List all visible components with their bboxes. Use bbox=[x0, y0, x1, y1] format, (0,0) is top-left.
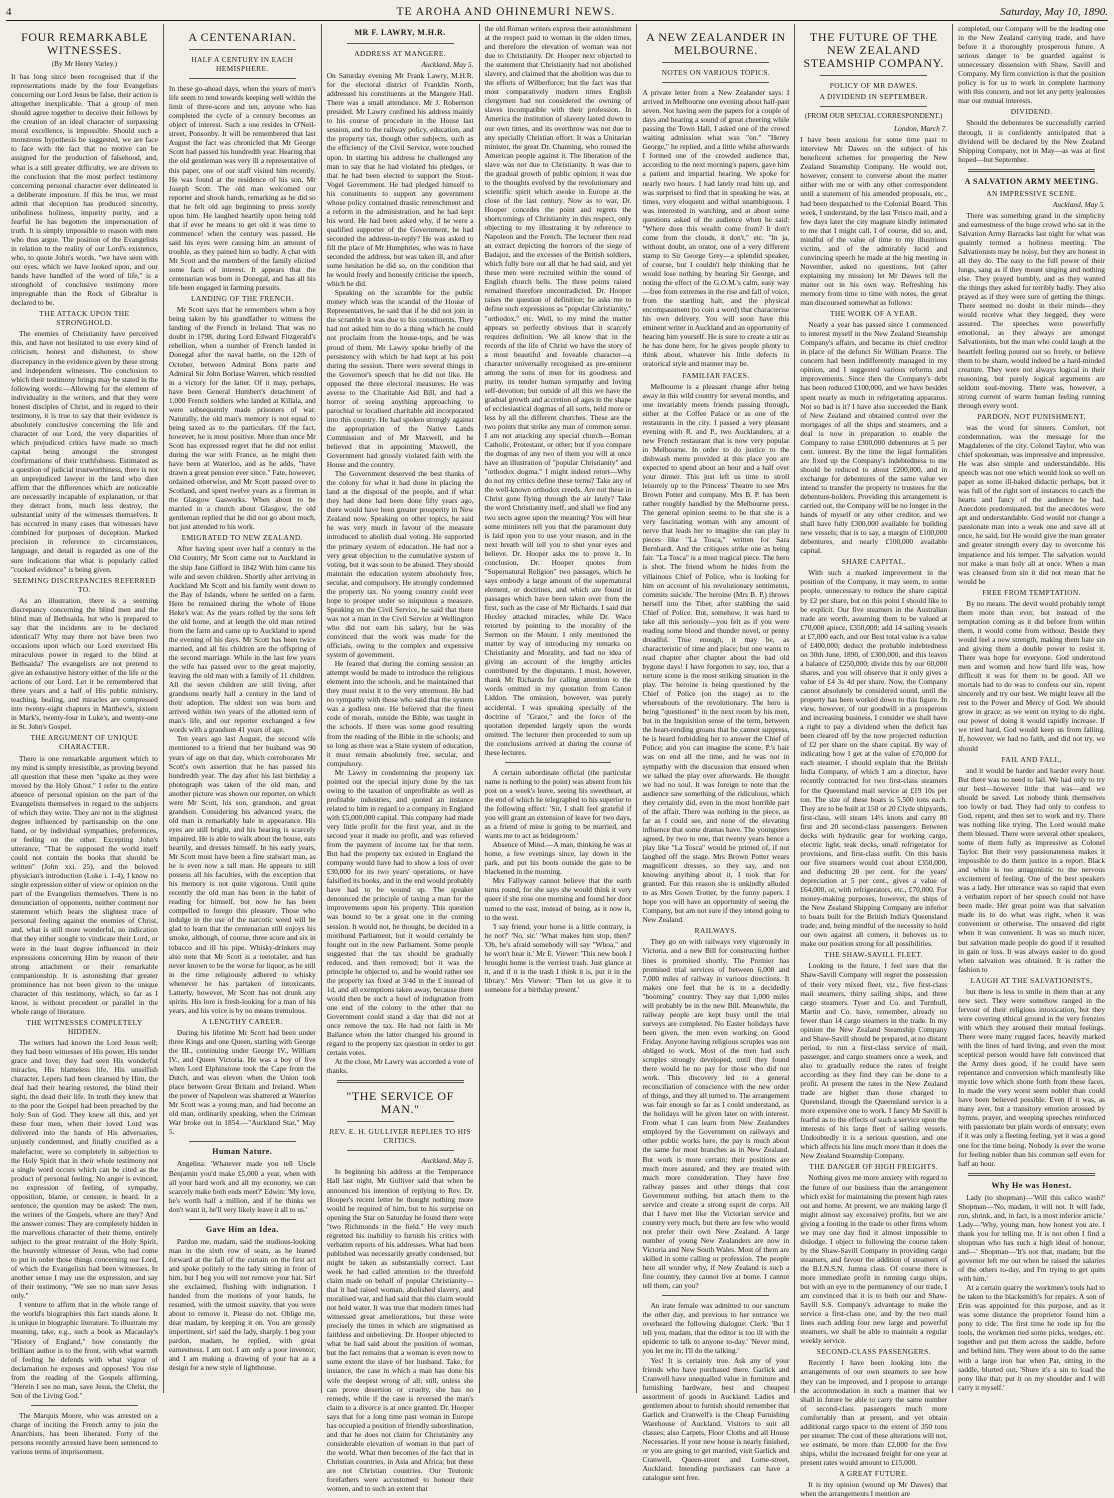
article-title: FOUR REMARKABLE WITNESSES. bbox=[21, 30, 148, 57]
column-1 bbox=[6, 24, 164, 1457]
article-subtitle: REV. E. H. GULLIVER REPLIES TO HIS CRITICS. bbox=[329, 1127, 471, 1146]
section-heading: SEEMING DISCREPANCIES REFERRED TO. bbox=[13, 575, 156, 594]
divider bbox=[189, 1219, 296, 1220]
article-paragraph: There was something grand in the simplicity and earnestness of the huge crowd who sat in the Salvation Army Barracks last night for what was quaintly termed a holiness meeting. The Salvationists may be noisy, but they are honest in all they do. The easy to the full power of their lungs, sang as if they meant singing and nothing else. They prayed humbly, and as they wanted the things they asked for terribly badly. They also prayed as if they were sure of getting the things. There seemed no doubt in their minds—they would receive what they begged, they were assured. The speeches were powerfully emotional, as they always are amongst Salvationists, but the man who could laugh at the heartfelt feeling poured out so freely, or believe them to be sham, would indeed be a hard-minded creature. They were not always logical in their reasoning, but purely logical arguments are seldom soul-moving. There was, however, a strong current of warm human feeling running through every word. bbox=[958, 210, 1106, 410]
article-paragraph: was the word for sinners. Comfort, not condemnation, was the message for the Magdalenes of the city. Colonel Taylor, who was chief spokesman, was impressive and impressive. He was also simple and understandable. His speech was not one which would look so well on paper as some ill-baked didactic perhaps, but it was full of the right sort of instances to catch the hearts and fancy of the audience he had. Anecdote predominated, but the anecdotes were apt and understandable. God would not change a passionate man into a weak one and save all at once, he said, but He would give the man greater and greater strength every day to overcome his impatience and his temper. The salvation would not make a man holy all at once. When a man was cleansed from sin it did not mean that he would be bbox=[958, 422, 1106, 586]
section-heading: EMIGRATED TO NEW ZEALAND. bbox=[181, 533, 303, 543]
article-paragraph: As an illustration, there is a seeming discrepancy concerning the blind men and the blind man of Bethsaida, but who is prepared to say that the incidents are to be declared identical? Why may there not have been two occasions upon which our Lord exercised His miraculous power in regard to the blind at Bethsaida? The evangelists are not pretend to give an exhaustive history either of the life or the actions of our Lord. Let it be remembered that three years and a half of His public ministry, teaching, healing, and miracles are compressed into twenty-eight chapters in Matthew's, sixteen in Mark's, twenty-four in Luke's, and twenty-one in St. John's Gospel. bbox=[11, 595, 158, 732]
column-3 bbox=[322, 24, 480, 1494]
divider bbox=[505, 762, 612, 763]
article-subtitle: NOTES ON VARIOUS TOPICS. bbox=[661, 68, 771, 77]
article-paragraph: At the close, Mr Lawry was accorded a vote of thanks. bbox=[326, 1057, 474, 1076]
article-paragraph: Recently I have been looking into the arrangements of our own steamers to see how they can be improved, and I propose to arrange the accommodation in such a manner that we shall in future be able to carry the same number of second-class passengers much more comfortably than at present, and yet obtain additional cargo space to the extent of 350 tons per steamer. The cost of these alterations will not, we estimate, be more than £2,000 for the five ships, whilst the increased freight for one year at present rates would amount to £15,000. bbox=[800, 1358, 948, 1467]
article-paragraph: and it would be harder and harder every hour. But there was no need to fail. We had only to try our best—however little that was—and we should be saved. Let nobody think themselves too lowly or bad. They had only to confess to God, repent, and then set to work and try. There was nothing like trying. The Lord would make them blessed. There were several other speakers, some of them fully as impressive as Colonel Taylor. But their very passionateness makes it impossible to do them justice in a report. Black and white is too antagonistic to the nervous excitement of feeling. One of the best speakers was a lady. Her utterance was so rapid that even a verbatim report of her speech could not have been made. Her great point was that salvation made its to do what was right, when it was convenient or otherwise. The unsaved did right when it was convenient. It was so much nicer, but salvation made people do good if it resulted in gain or loss. It was always easier to do good when salvation was obtained. It is rather the fashion to bbox=[958, 765, 1106, 974]
article-paragraph: Speaking on the scramble for the public money which was the scandal of the House of Representatives, he said that if he did not join in the scramble it was due to his constituents. They had not asked him to do a thing which he could not proclaim from the house-tops, and he was proud of them. Mr Lawry spoke briefly of the persistency with which he had kept at his post during the session. There were several things in the Governor's speech that he did not like. He opposed the three electoral measures. He was averse to the Charitable Aid Bill, and had a horror of seeing anything approaching to parochial or localised charitable aid incorporated into this country. He had spoken strongly against the appropriation of the Native Lands Commission and of Mr Maxwell, and he believed that in appointing Maxwell, the Government had grossly violated faith with the House and the country. bbox=[326, 288, 474, 470]
divider bbox=[347, 1150, 454, 1151]
correspondent-line: (FROM OUR SPECIAL CORRESPONDENT.) bbox=[805, 112, 943, 121]
article-paragraph: At a certain quarry the workmen's tools had to be taken to the blacksmith's for repairs. A son of Erin was appointed for this purpose, and as it was some distance the proprietor found him a pony to ride. The first time he rode up for the tools, the workmen tied some picks, wedges, etc. together and put them across the saddle, before and behind him. They were about to do the same with a large iron bar when Pat, sitting in the saddle, blurted out, 'Shure it's a sin to load the pony like that; put it on my shoulder and I will carry it myself.' bbox=[958, 1283, 1106, 1392]
article-paragraph: Looking to the future, I feel sure that the Shaw-Savill Company will regret the possession of their very mixed fleet, viz., five first-class mail steamers, thirty sailing ships, and three cargo steamers. Tyser and Co. and Turnbull, Martin and Co. have, remember, already no fewer than 14 cargo steamers in the trade. In my opinion the New Zealand Steamship Company and Shaw-Savill should be prepared, at no distant period, to run a first-class service of mail, passenger, and cargo steamers once a week, and also to gradually reduce the rates of freight according as they find they can be done to a profit. At present the rates in the New Zealand trade are higher than those charged to Queensland, though the Queensland service is a more expensive one to work. I fancy Mr Savill is fearful as to the effects of such a service upon the interests of his large fleet of sailing vessels. Undoubtedly it is a serious question, and one which affects his line much more than it does the New Zealand Steamship Company. bbox=[800, 961, 948, 1161]
divider bbox=[189, 1141, 296, 1142]
article-title: Gave Him an Idea. bbox=[205, 1224, 279, 1234]
article-title: Why He was Honest. bbox=[991, 1180, 1072, 1190]
article-paragraph: Pardon me, madam, said the studious-looking man in the sixth row of seats, as he leaned forward at the fall of the curtain on the first act and spoke politely to the lady sitting in front of him, but I beg you will not remove your hat. Sir! she exclaimed, flushing with indignation. I handed from the motions of your hands, he resumed, with the utmost suavity, that you were about to remove it. Please do not. Oblige me, dear madam, by keeping it on. You are grossly impertinent, sir! said the lady, sharply. I beg your pardon, madam, he replied, with great earnestness. I am not. I am only a poor inventor, and I am making a drawing of your hat as a design for a new style of lighthouse. bbox=[168, 1236, 316, 1373]
divider bbox=[189, 78, 296, 79]
article-title: THE FUTURE OF THE NEW ZEALAND STEAMSHIP COMPANY. bbox=[803, 30, 944, 70]
article-paragraph: Ten years ago last August, the second wife mentioned to a friend that her husband was 90 years of age on that day, which corroborates Mr Scott's own assertion that he has passed his hundredth year. The day after his last birthday a photograph was taken of the old man, and another picture was shown our reporter, on which were Mr Scott, his son, grandson, and great grandson. Considering his advanced years, the old man is remarkably hale in appearance. His eyes are still bright, and his hearing is scarcely impaired. He is able to walk about the house, eats heartily, and dresses himself. In his early years, Mr Scott must have been a fine stalwart man, as he is even now a tall man. He appears to still possess all his faculties, with the exception that his memory is not quite vigorous. Until quite recently the old man has been in the habit of reading for himself, but now he has been compelled to forego this pleasure. Those who indulge in the use of the narcotic weed will be glad to learn that the centenarian still enjoys his smoke, although, of course, three score and six in tobacco and ill his pipe. Whisky-drinkers may also note that Mr Scott is a teetotaler, and has never known to be the worse for liquor, as he still in the time religiously adhered to whisky whenever he has partaken of intoxicants. Latterly, however, Mr Scott has not drunk any spirits. His lore is fresh-looking for a man of his years, and his voice is by no means tremulous. bbox=[168, 734, 316, 1015]
article-paragraph: Mr Lawry in condemning the property tax pointed out the special injury done by the tax owing to the taxation of unprofitable as well as profitable industries, and quoted an instance related to him in regard to a company in England with £5,000,000 capital. This company had made very little profit for the first year, and in the second year it made no profit, and was relieved from the payment of income tax for that term. But had the property tax existed in England the company would have had to show a loss of over £30,000 for its two years' operations, or have falsified its books, and in the end would probably have had to be wound up. The speaker denounced the principle of taxing a man for the improvements upon his property. This question was bound to be a great one in the coming session. It would not, he thought, be decided in a moribund Parliament, but it would certainly be fought out in the new Parliament. Some people suggested that the tax should be gradually reduced, and then removed; but it was the principle he objected to, and he would rather see the property tax fixed at 3/4d in the £ instead of 1d, and all exemptions taken away, because there would then be such a howl of indignation from one end of the colony to the other that no Government could stand a day that did not at once remove the tax. He had not faith in Mr Ballance when the latter changed his ground in regard to the property tax question in order to get certain votes. bbox=[326, 767, 474, 1058]
divider bbox=[968, 169, 1095, 172]
article-subtitle: POLICY OF MR DAWES. bbox=[829, 81, 918, 90]
article-paragraph: They go on with railways very vigorously in Victoria, and a new Bill for constructing further lines is promised shortly. The Premier has promised trial services of between 6,000 and 7,000 miles of railway in various directions. It makes one feel that he is in a decidedly "booming" country. They say that 1,000 miles will probably be in the new Bill. Meanwhile, the railway people are kept busy until the trial surveys are completed. No Easter holidays have been given, the men even working on Good Friday. Anyone having religious scruples was not obliged to work. Most of the men had such scruples strongly developed, until they found there would be no pay for those who did not work. This discovery led to a general reconciliation of conscience with the new order of things, and they all turned to. The arrangement was fair enough so far as I could understand, as the holidays will be given later on with interest. From what I can learn from New Zealanders employed by the Government on railways and other public works here, the pay is much about the same for most branches as in New Zealand. But work is more certain; their positions are much more assured, and they are treated with much more consideration. They have free railway passes and other things that cost Government nothing, but attach them to the service and create a strong esprit de corps. All that I have met like the Victorian service and country very much, but there are few who would not prefer their own New Zealand. A large number of young New Zealanders are now in Victoria and New South Wales. Most of them are skilled in some calling or profession. The people here all wonder why, if New Zealand is such a fine country, they cannot live at home. I cannot tell them, can you? bbox=[642, 937, 790, 1291]
news-item: 'I say friend, your horse is a little contrary, is he not?' 'No, sir.' 'What makes him stop, then?' 'Oh, he's afraid somebody will say "Whoa," and he won't hear it.' Mr E. Viewer: 'This new book I brought home is the verriest trash. Just glance at it, and if it is the trash I think it is, put it in the library.' Mrs Viewer: 'Then let us give it to someone for a birthday present.' bbox=[484, 921, 632, 994]
article-paragraph: He feared that during the coming session an attempt would be made to introduce the religious element into the schools, and he maintained that they must resist it to the very uttermost. He had no sympathy with those who said that the system was a godless one. He believed that the finest code of morals, outside the Bible, was taught in the schools. If there was some good resulting from the reading of the Bible in the schools; and so long as there was a State system of education, it must remain absolutely free, secular, and compulsory. bbox=[326, 659, 474, 768]
divider bbox=[820, 106, 927, 107]
article-paragraph: I have been anxious for some time past to interview Mr Dawes on the subject of his beneficent schemes for prospering the New Zealand Steamship Company. He would not, however, consent to converse about the matter either with me or with any other correspondent until a statement of his amended proposals, etc., had been despatched to the Colonial Board. This week, I understand, by the last 'Frisco mail, and a few days later the city magnate kindly intimated to me that I might call. I of course, did so, and, mindful of the value of time to my illustrious victim, and of the admirably lucid and convincing speech he made at the big meeting in November, asked no questions, but (after explaining my mission) let Mr Dawes tell the matter out in his own way. Refreshing his memory from time to time with notes, the great man discoursed somewhat as follows: bbox=[800, 135, 948, 308]
news-item: An irate female was admitted to our sanctum the other day, and previous to her entrance we overheard the following dialogue: Clerk: 'But I tell you, madam, that the editor is too ill with the epidemic to talk to anyone to-day.' 'Never mind, you let me in; I'll do the talking.' bbox=[642, 1301, 790, 1356]
news-item: Absence of Mind.—A man, thinking he was at home, a few evenings since, lay down in the park, and put his boots outside the gate to be blackened in the morning. bbox=[484, 840, 632, 877]
article-subtitle: A DIVIDEND IN SEPTEMBER. bbox=[819, 92, 928, 102]
article-subtitle: ADDRESS AT MANGERE. bbox=[354, 49, 447, 58]
news-item: Mrs Fallyway cannot believe that the earth turns round, for she says she would think it very queer if she rose one morning and found her door turned to the east, instead of being, as it now is, to the west. bbox=[484, 876, 632, 922]
article-paragraph: The Government deserved the best thanks of the colony for what it had done in placing the land at the disposal of the people, and if what they had done had been done fifty years ago, there would have been greater prosperity in New Zealand now. Speaking on other topics, he said he was very much in favour of the measure introduced to abolish dual voting. He supported the primary system of education. He had not a very great objection to the cumulative system of voting, but it was soon to be abused. They should maintain the education system absolutely free, secular, and compulsory. He strongly condemned the property tax. No young country could ever hope to prosper under so iniquitous a measure. Speaking on the Civil Service, he said that there was not a man in the Civil Service at Wellington who did not earn his salary, but he was convinced that the work was made for the officials, owing to the complex and expensive system of government. bbox=[326, 469, 474, 660]
divider bbox=[662, 82, 769, 83]
news-item: The Marquis Moore, who was arrested on a charge of inciting the French army to join the Anarchists, has been liberated. Forty of the persons recently arrested have been sentenced to various terms of imprisonment. bbox=[11, 1410, 158, 1457]
article-title: A CENTENARIAN. bbox=[188, 30, 297, 44]
section-heading: THE ARGUMENT OF UNIQUE CHARACTER. bbox=[30, 733, 139, 752]
article-paragraph: On Saturday evening Mr Frank Lawry, M.H.R. for the electoral district of Franklin North, addressed his constituents at the Mangere Hall. There was a small attendance. Mr J. Robertson presided. Mr Lawry confined his address mainly to his course of procedure in the House last session, and to the railway policy, education, and the property tax, though other subjects, such as the efficiency of the Civil Service, were touched upon. In starting his address he challenged any man to say that he had violated his pledges, or that he had been elected to support the Stout-Vogel Government. He had pledged himself to his constituents to support any government whose policy contained drastic retrenchment and a reform in the administration, and he had kept his word. He had been asked why, if he were a qualified supporter of the Government, he had seconded the address-in-reply? He was asked to fill the place of Mr Humphries, who was to have seconded the address, but was taken ill, and after some hesitation he did so, on the condition that he would freely and honestly criticise the speech, which he did. bbox=[326, 71, 474, 289]
article-title: Human Nature. bbox=[212, 1147, 273, 1157]
article-paragraph: completed, our Company will be the leading one in the New Zealand carrying trade, and have before it a thoroughly prosperous future. A serious danger to be guarded against is unnecessary dissension with Shaw, Savill and Company. My firm conviction is that the position policy is for us to work in complete harmony with this concern, and not let any petty jealousies mar our mutual interests. bbox=[958, 24, 1106, 106]
article-paragraph: In these go-ahead days, when the years of men's life seem to tend towards keeping well within the limit of three-score and ten, anyone who has completed the cycle of a century becomes an object of interest. Such a one resides in O'Neil-street, Ponsonby. It will be remembered that last August the fact was chronicled that Mr George Scott had passed his hundredth year. Hearing that the old gentleman was very ill a representative of this paper, one of our staff visited him recently. He was found at the residence of his son, Mr Joseph Scott. The old man welcomed our reporter and shook hands, remarking as he did so that he felt old age beginning to press sorely upon him. He laughed heartily upon being told that if ever he means to get old it was time to commence! when the century was passed. He said his eyes were causing him an amount of trouble, as they pained him so badly. A chat with Mr Scott and the members of the family elicited some facts of interest. It appears that the centenarian was born in Donegal, and has all his life been engaged in farming pursuits. bbox=[168, 84, 316, 293]
article-title: "THE SERVICE OF MAN." bbox=[346, 1089, 454, 1117]
article-paragraph: A private letter from a New Zealander says: I arrived in Melbourne one evening about half-past seven. Not having seen the papers for a couple of days and hearing a sound of great cheering while passing the Town Hall, I asked one of the crowd waiting admission what was "on." "Henry George," he replied, and a little whilst afterwards I formed one of the crowded audience that, according to the next morning's papers, gave him a patient and impartial hearing. We spoke for nearly two hours. I had lately read him up, and was surprised to find that in speaking he was, at times, very eloquent and withal unambiguous. I was interested in watching, and at about some questions asked of the audience when he said: "Where does this wealth come from? It don't come from the clouds, it don't," etc. "In ja, without doubt, an orator, one of a very different stamp to Sir George Grey—a splendid speaker, of course, but I couldn't help thinking that he would lose nothing by hearing Sir George, and noting the effect of the G.O.M.'s calm, easy way—free from extremes in the rise and fall of voice, from the startling halt, and the physical encompassment (to coin a word) that characterise his own delivery. You will soon have this eminent writer in Auckland and an opportunity of hearing him yourself. He is sure to create a stir as he has done here, for he gives people plenty to think about, whatever his little defects in oratorical style and manner may be. bbox=[642, 88, 790, 369]
section-heading: LANDING OF THE FRENCH. bbox=[190, 294, 294, 304]
section-heading: THE WORK OF A YEAR. bbox=[829, 309, 918, 319]
section-heading: THE SHAW-SAVILL FLEET. bbox=[824, 950, 924, 960]
section-heading: THE WITNESSES COMPLETELY HIDDEN. bbox=[26, 1017, 143, 1036]
masthead bbox=[6, 4, 1108, 21]
divider bbox=[968, 1173, 1095, 1176]
article-paragraph: After having spent over half a century in the Old Country, Mr Scott came out to Auckland in the ship Jane Gifford in 1842 With him came his wife and seven children. Shortly after arriving in Auckland Mr Scott and his family went down to the Bay of Islands, where he settled on a farm. Here he remained during the whole of Hone Heke's war. As the years rolled by the sons left the old home, and at length the old man retired from the farm and came up to Auckland to spend the evening of his days. Mr Scott has been twice married, and all his children are the offspring of the second marriage. While in the last few years the wife has passed over to the great majority, leaving the old man with a family of 11 children. All the seven children are still living, after grandsons nearly half a century in the land of their adoption. The oldest son was born and arrived within two years of the allotted term of man's life, and our reporter exchanged a few words with a grandson 41 years of age. bbox=[168, 544, 316, 735]
section-heading: FAMILIAR FACES. bbox=[682, 370, 750, 380]
article-paragraph: It is my opinion (wound up Mr Dawes) that when the arrangements I mention are bbox=[800, 1480, 948, 1498]
newspaper-title: TE AROHA AND OHINEMURI NEWS. bbox=[396, 6, 616, 18]
column-5 bbox=[637, 24, 795, 1483]
article-paragraph: The enemies of Christianity have perceived this, and have not hesitated to use every kind of criticism, honest and dishonest, to show discrepancy in the evidence given by these strong and independent witnesses. The conclusion to which their testimony brings may be stated in the following words:—Allowing for the element of individuality in the writers, and that they were honest disciples of Christ, and in regard to their testimony, it is true to say that their evidence is absolutely conclusive concerning the life and character of our Lord, the very disparities of which prejudiced critics have made so much capital being amongst the strongest confirmations of their truthfulness. Estimated as a question of judicial trustworthiness, there is not an unprejudiced lawyer in the land who dare affirm that the differences which are noticeable are necessarily incapable of explanation, or that they detract from, much less destroy, the substantial unity of the witnesses themselves. It has occurred in many cases that witnesses have combined for purposes of deception. Marked precision in reference to circumstances, language, and detail is regarded as one of the sure indications that what is popularly called "cooked evidence" is being given. bbox=[11, 329, 158, 574]
article-paragraph: I venture to affirm that in the whole range of the world's biographies this fact stands alone. It is unique in biographic literature. To illustrate my meaning, take, e.g., such a book as Macaulay's "History of England," how constantly the brilliant author is to the front, with what warmth of feeling he defends with what vigour of declamation he exposes and opposes! You rise from the reading of the Gospels affirming, "Herein I see no man, save Jesus, the Christ, the Son of the Living God." bbox=[11, 1300, 158, 1400]
divider bbox=[347, 1121, 454, 1122]
article-paragraph: With such a marked improvement in the position of the Company, it may seem, to some people, unnecessary to reduce the share capital by £2 per share, but on this point I should like to be explicit. Our five steamers in the Australian trade are worth, assuming them to be valued at £70,000 apiece, £350,000; add 14 sailing vessels at £7,000 each, and our Best total value is a value of £400,000; deduct the probable indebtedness on 30th June, 1890, of £300,000, and this leaves a balance of £250,000; divide this by our 60,000 shares, and you will observe that it only gives a value of £4 3s 4d per share. Now, the Company cannot absolutely be considered sound, until the property has been worked down to this figure. In view, however, of our goodwill in a prosperous and increasing business, I consider we shall have a right to pay a dividend when the deficit has been cleared off by the now projected reduction of £2 per share on the share capital. By way of indicating how I get at the value of £70,000 for each steamer, I should explain that the British India Company, of which I am a director, have recently contracted for two first-class steamers for the Queensland mail service at £19 10s per ton. The size of these boats is 5,500 tons each. They are to be built at 150 or 20 Clyde shipyards, first-class, will steam 14½ knots and carry 80 first and 20 second-class passengers. Between decks with hydraulic gear for working cargo, electric light, teak decks, small refrigerator for provisions, and first-class outfit. On this basis our five steamers would cost about £350,000, and deducting 20 per cent. for the years' depreciation at 5 per cent., gives a value of £64,000, or, with refrigerators, etc., £70,000. For money-making purposes, however, the ships of the New Zealand Shipping Company are inferior to boats built for the British India's Queensland trade; and, being mindful of the necessity to hold our own against all comers, it behoves us to make our position strong for all possibilities. bbox=[800, 568, 948, 949]
article-title: MR F. LAWRY, M.H.R. bbox=[354, 28, 446, 37]
article-paragraph: It has long since been recognised that if the representations made by the four Evangelists concerning our Lord Jesus be false, their action is altogether inexplicable. That a group of men should agree together to deceive their fellows by the creation of an ideal character of surpassing moral excellence, is impossible. Should such a monstrous hypothesis be suggested, we are face to face with the fact that no motive can be assigned for the production of falsehood, and, what is a still greater difficulty, we are driven to the conclusion that the most perfect testimony concerning personal character ever delineated is a deliberate imposture. If this be true, we must admit that deception has produced sincerity, unholiness holiness, impurity purity, and a fearful lie has begotten the impersonation of truth. It is simply impossible to reason with men who thus argue. The position of the Evangelists in relation to the reality of our Lord's existence, who, to quote John's words, "we have seen with our eyes, which we have looked upon, and our hands have handled of the word of life," is a stronghold of conclusive testimony more impregnable than the Rock of Gibraltar is declared to be. bbox=[11, 72, 158, 308]
article-paragraph: By no means. The devil would probably tempt them more than ever, but instead of the temptation coming as it did before from within them, it would come from without. Beside they would feel a new strength, making them hate sin and giving them a double power to resist it. There was hope for everyone. God understood men and women and how hard life was, how difficult it was for them to be good. All we mortals had to do was to confess our sin, repent sincerely and try our best. We might leave all the rest to the Power and Mercy of God. We should grow in grace; as we went on trying to do right, our power of doing it would rapidly increase. If we tried hard, God would keep us from falling. If, however, we had no faith, and did not try, we should bbox=[958, 598, 1106, 753]
section-heading: SECOND-CLASS PASSENGERS. bbox=[816, 1347, 931, 1357]
advertisement: Yes! It is certainly true. Ask any of your friends who have purchased there. Garlick and Cranwell have unequalled value in furniture and furnishing hardware, best and cheapest assortment of goods in Auckland. Ladies and gentlemen about to furnish should remember that Garlick and Cranwell's is the Cheap Furnishing Warehouse of Auckland. Visitors to suit all classes; also Carpets, Floor Cloths and all House Necessaries. If your new house is nearly finished, or you are going to get married, visit Garlick and Cranwell, Queen-street and Lorne-street, Auckland. Intending purchasers can have a catalogue sent free. bbox=[642, 1355, 790, 1483]
section-heading: DIVIDEND. bbox=[1010, 107, 1053, 117]
article-paragraph: Mr Scott says that he remembers when a boy being taken by his grandfather to witness the landing of the French in Ireland. That was no doubt in 1798, during Lord Edward Fitzgerald's rebellion, when a number of French landed in Donegal after the naval battle, on the 12th of October, between Admiral Bons parte and Admiral Sir John Borlase Warren, which resulted in a victory for the latter. Of it may, perhaps, have been General Humbert's detachment of 1,000 French soldiers who landed at Killala, and were subsequently made prisoners of war. Naturally, the old man's memory is not equal to being taxed as to the particulars. Of the fact, however, he is most positive. More than once Mr Scott has expressed regret that he did not enlist during the war with France, as he might then have been at Waterloo, and as he adds, "have drawn a great pension ever since." Fate, however, ordained otherwise, and Mr Scott passed over to Scotland, and spent twelve years as a fireman in the Glasgow Gasworks. When about to be married in a church about Glasgow, the old gentleman replied that he did not go about much, but just attended to his work. bbox=[168, 305, 316, 532]
article-title: A SALVATION ARMY MEETING. bbox=[964, 176, 1099, 186]
divider bbox=[347, 43, 454, 44]
divider bbox=[189, 49, 296, 50]
article-paragraph: Should the debentures be successfully carried through, it is confidently anticipated that a dividend will be declared by the New Zealand Shipping Company, not in May—as was at first hoped—but September. bbox=[958, 118, 1106, 164]
article-paragraph: the old Roman writers express their astonishment at the respect paid to woman in the olden times, and therefore the elevation of woman was not due to Christianity. Dr. Hooper next objected to the statement that Christianity had not abolished slavery, and claimed that the abolition was due to the efforts of Wilberforce; but the fact was that most comparatively modern times English clergymen had not considered the owning of slaves incompatible with their profession. In America the institution of slavery lasted down to our own times, and its overthrow was not due to any specially Christian effort. It was a Unitarian minister, the great Dr. Channing, who roused the American people against it. The liberation of the slave was not due to Christianity. It was due to the gradual growth of public opinion; it was due to the thoughts evolved by the revolutionary and scientific spirit which awoke in Europe at the close of the last century. Now as to war, Dr. Hooper concedes the point and regrets the shortcomings of Christianity in this respect, only objecting to my illustrating it by reference to Napoleon and the French. The lecturer then read an extract depicting the horrors of the siege of Badajoz, and the excesses of the British soldiers, which fully bore out all that he had said, and yet these men were recruited within the sound of English church bells. The three points raised remained therefore uncontradicted. Dr. Hooper raises the question of definition; he asks me to define such expressions as "popular Christianity," "orthodox," etc. Well, to my mind the matter appears so perfectly obvious that it scarcely requires definition. We all know that in the records of the life of Christ we have the story of a most beautiful and loveable character—a character universally recognised as pre-eminent among the sons of men for its goodness and purity, its tender human sympathy and loving self-devotion; but outside of all this we have the gradual growth and accretion of ages in the shape of ecclesiastical dogmas of all sorts, held more or less by all the different churches. These are the two points that strike any man of common sense. I am not attacking any special church—Roman Catholic, Protestant, or other; but if you compare the dogmas of any two of them you will at once have an illustration of "popular Christianity" and "orthodox dogma." I might indeed retort—Why do not my critics define these terms? Take any of the well-known orthodox creeds. Are not these in Christ gone flying through the air lately? Take the word Christianity itself, and shall we find any two sects agree upon the meaning? You will hear some ministers tell you that the paramount duty is laid upon you to use your reason, and in the next breath will tell you to shut your eyes and believe. Dr. Hooper asks me to prove it. In conclusion, Dr. Hooper quotes from "Supernatural Religion" two passages, which he says embody a large amount of the supernatural element, or doctrines, and which are found in passages which have been taken over from the first, such as the case of Mr Richards. I said that Huxley attacked miracles, while Dr. Wace retorted by pointing to the morality of the Sermon on the Mount. I only mentioned the matter by way of introducing my remarks on Christianity and Morality, and had no idea of giving an account of the lengthy articles contributed by the disputants. I must, however, thank Mr Richards for calling attention to the words omitted in my quotation from Canon Liddon. The omission, however, was purely accidental. I was speaking specially of the doctrine of "Grace," and the force of the quotation depended largely upon the words omitted. The lecturer then proceeded to sum up the conclusions arrived at during the course of these lectures. bbox=[484, 24, 632, 757]
article-paragraph: The writers had known the Lord Jesus well; they had been witnesses of His power, His tender grace and love; they had seen His wonderful miracles, His blameless life, His unselfish character. Lepers had been cleansed by Him, the deaf had their hearing restored, the blind their sight, the dead their life. In truth they knew that to the poor the Gospel had been preached by the holy Son of God. They knew all this, and yet these four men, when their loved Lord was delivered into the hands of His adversaries, unjustly condemned, and finally crucified as a malefactor, were so completely in subjection to the Holy Spirit that in their whole testimony not a single word occurs which can be cited as the product of personal feeling. No anger is evinced, no expression of feeling, of sympathy, opposition, blame, or censure, is heard. In a sentence, the question may be asked: The men, the writers of the Gospels, where are they? And the answer comes: They are completely hidden in the marvellous character of their theme, entirely subject to the great restraint of the Holy Spirit, the heavenly witnesser of Jesus, who had come to put in order those things concerning our Lord, of which the Evangelists had been witnesses. In another sense I may use the expression, and say of their testimony, "We see no man save Jesus only." bbox=[11, 1037, 158, 1301]
article-paragraph: Melbourne is a pleasant change after being away in this wild country for several months, and one invariably meets friends passing through, either at the Coffee Palace or as one of the restaurants in the city. I passed a very pleasant evening with R. and P., two Aucklanders, at a new French restaurant that is now very popular in Melbourne. In order to do justice to the dishwash menu provided at this place you are expected to spend about an hour and a half over your dinner. This just left us time to stroll leisurely up to the Princess' Theatre to see Mrs Brown Potter and company. Mrs B. P. has been rather roughly handled by the Melbourne press. The general opinion seems to be that she is a very fascinating woman with any amount of nerve that leads her to imagine she can play in pieces like "La Tosca," written for Sara Bernhardt. And the critiques strike one as being fair. "La Tosca" is a most tragical piece. The hero is shot. The friend whom he hides from the villainous Chief of Police, who is looking for him on account of his revolutionary sentiments, commits suicide. The heroine (Mrs B. P.) throws herself into the Tiber, after stabbing the said Chief of Police. But, somehow, it was hard to take all this seriously—you felt as if you were reading some blood and thunder novel, or penny dreadful. True enough, it may be, as characteristic of time and place; but one wants to read chapter after chapter about the bad old bygone days! I have forgotten to say, too, that a torture scene is the most striking situation in the play. The heroine is being questioned by the Chief of Police (on the stage) as to the whereabouts of the revolutionary. The hero is being "questioned" in the next room by his men, but in the Inquisition sense of the term, between the heart-rending groans that he cannot suppress, he is heard forbidding her to answer the Chief of Police; and you can imagine the scene. P.'s hair was on end all the time, and he was not in sympathy with the discussion that ensued when we talked the play over afterwards. He thought we had no soul. It was foreign to note that the audience saw something of the ridiculous, which they certainly did, even in the most horrible part of the affair. There was nothing in the piece, as far as I could see, and none of the elevating influence that some dramas have. The youngsters agreed, by two to one, that twenty years hence a play like "La Tosca" would be printed of, if not laughed off the stage. Mrs Brown Potter wears magnificent dresses, so they say, and not knowing anything about it, I took that for granted. For this reason she is unkindly alluded to as Mrs Gown Trotter, by the funny papers. I hope you will have an opportunity of seeing the Company, but am not sure if they intend going to New Zealand. bbox=[642, 381, 790, 925]
section-heading: PARDON, NOT PUNISHMENT, bbox=[977, 411, 1086, 421]
column-6 bbox=[795, 24, 953, 1498]
news-item: A certain subordinate official (the particular name is nothing to the point) was absent from his post on a week's leave, seeing his sweetheart, at the end of which he telegraphed to his superior to the following effect: 'Sir, I shall feel grateful if you will grant an extension of leave for two days, as a friend of mine is going to be married, and wants me to act as bridegroom.' bbox=[484, 767, 632, 841]
section-heading: FAIL AND FALL, bbox=[1001, 754, 1062, 764]
article-subtitle: AN IMPRESSIVE SCENE. bbox=[986, 188, 1077, 198]
divider bbox=[31, 1405, 138, 1406]
article-paragraph: In beginning his address at the Temperance Hall last night, Mr Gulliver said that when he announced his intention of replying to Rev. Dr. Hooper's recent letter he thought nothing more would be required of him, but to his surprise on opening the Star on Saturday he found there were "two Richmonds in the field." He very much regretted his inability to furnish his critics with verbatim reports of his addresses. What had been published was necessarily greatly condensed, but might be taken as substantially correct. Last week he had called attention to the threefold claim made on behalf of popular Christianity—that it had raised woman, abolished slavery, and moralised war, and had said that this claim would not hold water. It was true that modern times had witnessed great ameliorations, but these were precisely the times in which are stigmatised as faithless and unbelieving. Dr. Hooper objected to what he had said about the position of woman, but the fact remains that a woman is even now to some extent the slave of her husband. Take, for instance, the case in which a man has done his wife the deepest wrong of all; still, unless she can prove desertion or cruelty, she has no remedy, while if the case is reversed the man's claim to a divorce is at once granted. Dr. Hooper says that for a long time past woman in Europe has occupied a position of friendly subordination, and that he does not claim for Christianity any considerable elevation of woman in that part of the world. What then becomes of the fact that in Christian countries, in Asia and Africa; but these are not Christian countries. Our Teutonic forefathers were accustomed to honour their women, and to such an extent that bbox=[326, 1167, 474, 1494]
byline: (By Mr Henry Varley.) bbox=[51, 60, 118, 68]
issue-date: Saturday, May 10, 1890. bbox=[1000, 6, 1108, 18]
article-paragraph: During his lifetime Mr Scott had been under three Kings and one Queen, starting with George the III., continuing under George IV., William IV., and Queen Victoria. He was a boy of five when Lord Elphinstone took the Cape from the Dutch, and was eleven when the Union took place between Great Britain and Ireland. When the power of Napoleon was shattered at Waterloo Mr Scott was a young man, and had become an old man, ordinarily speaking, when the Crimean War broke out in 1854.—"Auckland Star," May 5. bbox=[168, 1027, 316, 1137]
article-title: A NEW ZEALANDER IN MELBOURNE. bbox=[646, 30, 786, 57]
article-paragraph: but there is less to smile in them than at any new sect. They were somehow ranged in the fervour of their religious intoxication, but they were covering ethical ground in the very frenzies with which they aroused their mutual feelings. There were many rugged faces, heavily marked with the lines of hard living, and even the most sceptical person would have felt convinced that the Army does good, if he could have seen repentance and conversion which manifestly like mystic love which shone forth from these faces. In made the very worst seem nobler than could have been believed possible. Even if it was, as many aver, but a transitory emotion aroused by hymns, prayer, and weeping speeches reinforced with passionate but plain words of entreaty; even if it was only a fleeting feeling, yet it was a good one for the time being. Nobody is ever the worse for feeling nobler than his common self even for half an hour. bbox=[958, 986, 1106, 1168]
column-2 bbox=[164, 24, 322, 1393]
dateline: Auckland, May 5. bbox=[421, 60, 474, 70]
article-subtitle: HALF A CENTURY IN EACH HEMISPHERE. bbox=[191, 55, 294, 74]
section-heading: A GREAT FUTURE. bbox=[839, 1468, 909, 1478]
section-heading: RAILWAYS. bbox=[694, 926, 738, 936]
section-heading: FREE FROM TEMPTATION. bbox=[982, 587, 1081, 597]
article-paragraph: There is one remarkable argument which to my mind is simply irresistible, as proving beyond all question that these men "spake as they were moved by the Holy Ghost." I refer to the entire absence of personal opinion on the part of the Evangelists themselves in regard to the subjects of which they write. They are not in the slightest degree influenced by partisanship on the one hand, or by individual sympathies, preferences, or feeling on the other. Excepting John's utterance, "That he supposed the world itself could not contain the books that should be written" (John xxi. 25), and the beloved physician's introduction (Luke i. 1-4), I know no single expression either of view or opinion on the part of the Evangelists themselves. There is no denunciation of opponents, neither comment nor statement which bears the slightest trace of personal feeling against the enemies of Christ, and, what is still more wonderful, no indication that they either sought to vindicate their Lord, or were in the least degree influenced in their expressions concerning Him by reason of their strong attachment or their remarkable companionship. It is astonishing that greater prominence has not been given to the unique character of this testimony, which, so far as I know, is without precedent or parallel in the whole range of literature. bbox=[11, 753, 158, 1016]
divider bbox=[337, 1080, 464, 1083]
column-7 bbox=[953, 24, 1110, 1393]
article-paragraph: Angelina: 'Whatever made you tell Uncle Benjamin you'd make £5,000 a year, when with all your hard work and all my economy, we can scarcely make both ends meet?' Edwin: 'My love, he's worth half a million, and if he thinks we don't want it, he'll very likely leave it all to us.' bbox=[168, 1159, 316, 1214]
article-paragraph: Lady (to shopman)—'Will this calico wash?' Shopman—'No, madam, it will not. It will fade, run, shrink, and, in fact, is a most inferior article.' Lady—'Why, young man, how honest you are. I thank you for telling me. It is not often I find a shopman who has such a high ideal of honour, and—' Shopman—'It's not that, madam; but the governor left me out when he raised the salaries of the others to-day, and I'm trying to get quits with him.' bbox=[958, 1192, 1106, 1284]
page-number: 4 bbox=[6, 6, 12, 18]
section-heading: THE DANGER OF HIGH FREIGHTS. bbox=[809, 1162, 939, 1172]
divider bbox=[820, 75, 927, 76]
dateline: London, March 7. bbox=[894, 124, 948, 134]
section-heading: A LENGTHY CAREER. bbox=[201, 1016, 283, 1026]
divider bbox=[662, 1295, 769, 1296]
columns bbox=[6, 24, 1110, 1498]
article-paragraph: Nearly a year has passed since I commenced to interest myself in the New Zealand Steamship Company's affairs, and became its chief creditor in place of the defunct Sir William Pearce. The concern had been indifferently managed in my opinion, and I suggested various reforms and improvements. Since then the Company's debt has been reduced £100,000, and we have besides spent nearly as much in refrigerating apparatus. Not so bad is it? I have also succeeded the Bank of New Zealand and obtained control over the mortgages of all the ships and steamers, and a deal is now in preparation to enable the Company to raise £300,000 debentures at 5 per cent. interest. By the time the legal formalities are fixed up the Company's indebtedness to me should be reduced to about £200,000, and in exchange for debentures of the same value we intend to transfer the property to trustees for the debenture-holders. Providing this arrangement is carried out, the Company will be no longer in the hands of myself or any other creditor, and we shall have fully £300,000 available for building new vessels; that is to say, a margin of £100,000 debentures, and nearly £100,000 available capital. bbox=[800, 320, 948, 556]
divider bbox=[662, 62, 769, 63]
section-heading: LAUGH AT THE SALVATIONISTS, bbox=[970, 975, 1093, 985]
dateline: Auckland, May 5. bbox=[1052, 199, 1106, 209]
article-paragraph: Nothing gives me more anxiety with regard to the future of our business than the arrangement which exist for maintaining the present high rates out and home. At present, we are making large (I might almost say excessive) profits, but we are giving a footing in the trade to other firms whom we may one day find it almost impossible to dislodge. I object to following the course taken by the Shaw-Savill Company in providing cargo steamers, and favour the addition of steamers of the B.I.N.S.N. Jumna class. Of course there is more immediate profit in running cargo ships, but with an eye to the permanency of our trade, I am convinced that it is to both our and Shaw-Savill S.S. Company's advantage to make the service a first-class one, and by the two mail lines each adding four new large and powerful steamers, we shall be able to maintain a regular weekly service. bbox=[800, 1173, 948, 1346]
dateline: Auckland, May 5. bbox=[421, 1156, 474, 1166]
section-heading: THE ATTACK UPON THE STRONGHOLD. bbox=[39, 309, 130, 328]
column-4 bbox=[480, 24, 638, 1393]
section-heading: SHARE CAPITAL. bbox=[841, 557, 906, 567]
